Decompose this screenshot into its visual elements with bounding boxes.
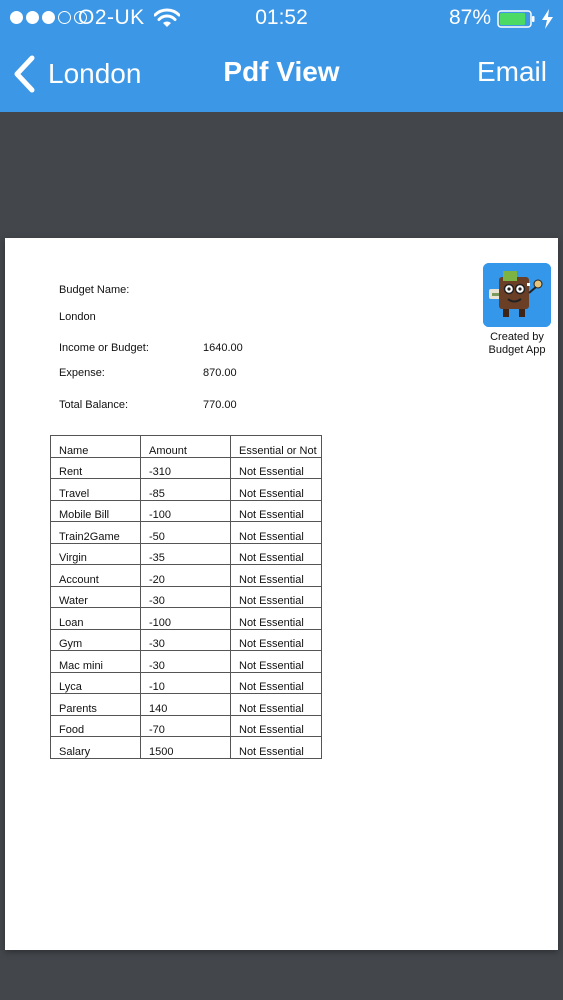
item-name-cell: Train2Game bbox=[51, 522, 141, 544]
table-row bbox=[51, 500, 322, 522]
item-name-cell: Food bbox=[51, 715, 141, 737]
item-name-cell: Water bbox=[51, 586, 141, 608]
item-essential-cell: Not Essential bbox=[231, 651, 322, 673]
item-name-cell: Travel bbox=[51, 479, 141, 501]
top-bar bbox=[0, 0, 563, 112]
table-row bbox=[51, 586, 322, 608]
created-by-line2: Budget App bbox=[488, 344, 546, 356]
item-amount-cell: -100 bbox=[141, 608, 231, 630]
table-row bbox=[51, 737, 322, 759]
page-title: Pdf View bbox=[223, 56, 340, 87]
item-amount-cell: 140 bbox=[141, 694, 231, 716]
table-row bbox=[51, 608, 322, 630]
table-row bbox=[51, 651, 322, 673]
income-label: Income or Budget: bbox=[59, 342, 149, 354]
budget-name-label: Budget Name: bbox=[59, 284, 130, 296]
item-essential-cell: Not Essential bbox=[231, 672, 322, 694]
carrier-name: O2-UK bbox=[78, 6, 145, 29]
item-name-cell: Virgin bbox=[51, 543, 141, 565]
table-row bbox=[51, 672, 322, 694]
item-essential-cell: Not Essential bbox=[231, 629, 322, 651]
item-essential-cell: Not Essential bbox=[231, 694, 322, 716]
navigation-bar bbox=[0, 38, 563, 112]
item-name-cell: Lyca bbox=[51, 672, 141, 694]
created-by-caption bbox=[477, 331, 557, 357]
created-by-line1: Created by bbox=[490, 331, 544, 343]
item-amount-cell: -70 bbox=[141, 715, 231, 737]
table-header-cell: Essential or Not bbox=[231, 436, 322, 458]
item-amount-cell: -30 bbox=[141, 651, 231, 673]
status-time: 01:52 bbox=[255, 6, 308, 29]
income-value: 1640.00 bbox=[203, 342, 243, 354]
item-name-cell: Rent bbox=[51, 457, 141, 479]
item-name-cell: Salary bbox=[51, 737, 141, 759]
item-essential-cell: Not Essential bbox=[231, 543, 322, 565]
item-essential-cell: Not Essential bbox=[231, 522, 322, 544]
item-amount-cell: -20 bbox=[141, 565, 231, 587]
expense-value: 870.00 bbox=[203, 367, 237, 379]
pdf-page[interactable] bbox=[5, 238, 558, 950]
item-essential-cell: Not Essential bbox=[231, 608, 322, 630]
item-amount-cell: -100 bbox=[141, 500, 231, 522]
item-name-cell: Gym bbox=[51, 629, 141, 651]
table-row bbox=[51, 543, 322, 565]
balance-value: 770.00 bbox=[203, 399, 237, 411]
item-essential-cell: Not Essential bbox=[231, 479, 322, 501]
balance-label: Total Balance: bbox=[59, 399, 129, 411]
table-row bbox=[51, 457, 322, 479]
table-row bbox=[51, 715, 322, 737]
table-header-cell: Name bbox=[51, 436, 141, 458]
table-header-cell: Amount bbox=[141, 436, 231, 458]
item-amount-cell: -85 bbox=[141, 479, 231, 501]
item-essential-cell: Not Essential bbox=[231, 715, 322, 737]
item-essential-cell: Not Essential bbox=[231, 457, 322, 479]
budget-app-logo-icon bbox=[483, 263, 551, 327]
item-essential-cell: Not Essential bbox=[231, 500, 322, 522]
item-essential-cell: Not Essential bbox=[231, 586, 322, 608]
expense-label: Expense: bbox=[59, 367, 105, 379]
battery-percent: 87% bbox=[449, 6, 492, 29]
item-amount-cell: -10 bbox=[141, 672, 231, 694]
item-name-cell: Loan bbox=[51, 608, 141, 630]
table-row bbox=[51, 522, 322, 544]
item-amount-cell: -310 bbox=[141, 457, 231, 479]
table-row bbox=[51, 565, 322, 587]
item-essential-cell: Not Essential bbox=[231, 737, 322, 759]
item-amount-cell: -50 bbox=[141, 522, 231, 544]
item-name-cell: Mac mini bbox=[51, 651, 141, 673]
battery-icon bbox=[497, 10, 535, 28]
charging-bolt-icon bbox=[541, 8, 554, 30]
table-row bbox=[51, 629, 322, 651]
table-row bbox=[51, 694, 322, 716]
item-amount-cell: -35 bbox=[141, 543, 231, 565]
table-row bbox=[51, 479, 322, 501]
email-button[interactable]: Email bbox=[476, 56, 547, 87]
table-header-row bbox=[51, 436, 322, 458]
item-name-cell: Parents bbox=[51, 694, 141, 716]
item-amount-cell: -30 bbox=[141, 586, 231, 608]
item-essential-cell: Not Essential bbox=[231, 565, 322, 587]
item-name-cell: Account bbox=[51, 565, 141, 587]
status-bar bbox=[0, 0, 563, 38]
item-amount-cell: 1500 bbox=[141, 737, 231, 759]
budget-table bbox=[50, 435, 322, 759]
budget-name-value: London bbox=[59, 311, 96, 323]
back-button-label: London bbox=[48, 58, 142, 89]
item-amount-cell: -30 bbox=[141, 629, 231, 651]
item-name-cell: Mobile Bill bbox=[51, 500, 141, 522]
